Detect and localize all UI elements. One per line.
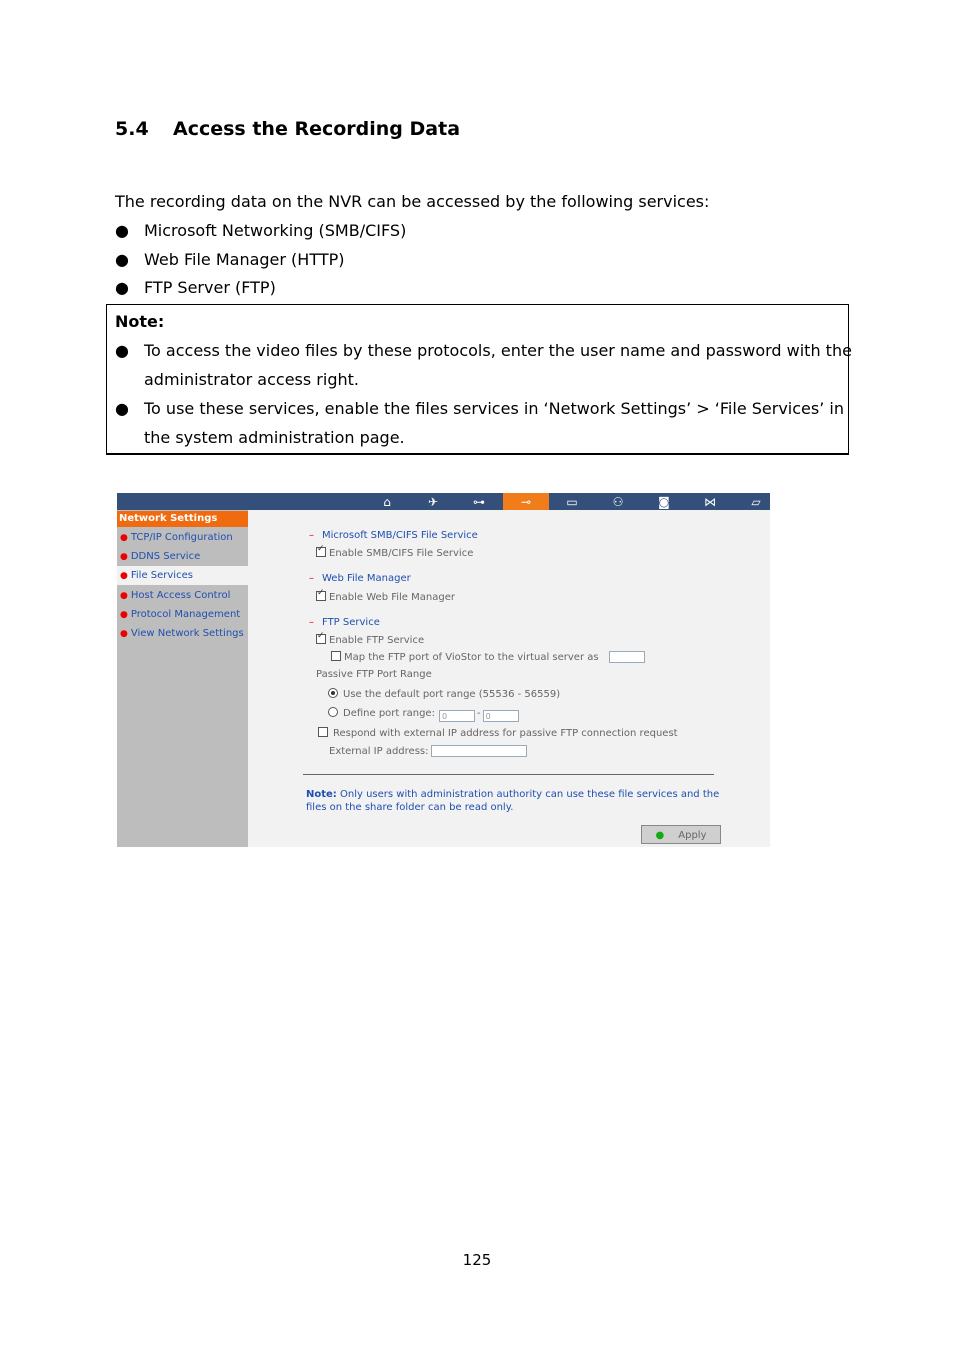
bullet-icon: ● (120, 552, 128, 562)
define-range-radio[interactable] (328, 707, 338, 717)
mail-icon[interactable]: ⋈ (704, 494, 716, 509)
sidebar-item-label: Host Access Control (130, 590, 231, 601)
network-icon[interactable]: ⊸ (503, 493, 549, 510)
plug-icon[interactable]: ⊶ (473, 494, 485, 509)
passive-default-row: Use the default port range (55536 - 56559) (328, 688, 560, 700)
sidebar-item-tcpip[interactable] (117, 528, 248, 547)
camera-icon[interactable]: ◙ (658, 494, 670, 509)
sidebar-item-label: View Network Settings (130, 628, 244, 639)
folder-icon[interactable]: ▱ (751, 494, 761, 509)
external-ip-row: External IP address: (329, 745, 527, 757)
external-ip-input[interactable] (431, 745, 527, 757)
sidebar-item-protocol[interactable] (117, 605, 248, 624)
default-range-radio[interactable] (328, 688, 338, 698)
file-services-screenshot (117, 493, 770, 847)
bullet-icon: ● (120, 571, 128, 581)
ftp-map-checkbox[interactable] (331, 651, 341, 661)
passive-define-row: Define port range: 0 - 0 (328, 707, 519, 722)
users-icon[interactable]: ⚇ (612, 494, 624, 509)
service-item: FTP Server (FTP) (144, 278, 276, 297)
bullet-icon: ● (115, 221, 129, 240)
bullet-icon: ● (120, 591, 128, 601)
sidebar (117, 510, 248, 847)
bullet-icon: ● (655, 830, 665, 841)
section-heading (115, 118, 460, 140)
ftp-map-row: Map the FTP port of VioStor to the virtual server as (331, 651, 645, 663)
apply-button[interactable] (641, 825, 721, 844)
note-box (106, 304, 852, 455)
bullet-icon: ● (120, 629, 128, 639)
ui-note (306, 788, 726, 814)
ftp-section-title: – FTP Service (309, 617, 380, 628)
sidebar-item-label: Protocol Management (130, 609, 241, 620)
smb-enable-checkbox[interactable] (316, 547, 326, 557)
note-item-line: To use these services, enable the files services in ‘Network Settings’ > ‘File Services’ in (144, 399, 844, 418)
content-panel (248, 510, 770, 847)
ui-note-text: Only users with administration authority can use these file services and the files on the share folder can be read only. (306, 789, 720, 813)
smb-enable-row: ✓Enable SMB/CIFS File Service (316, 547, 473, 559)
apply-label: Apply (678, 830, 707, 841)
ftp-enable-row: ✓Enable FTP Service (316, 634, 424, 646)
ui-note-label: Note: (306, 789, 337, 800)
virtual-port-input[interactable] (609, 651, 645, 663)
divider (303, 774, 714, 775)
sidebar-item-host-access[interactable] (117, 586, 248, 605)
note-item-line: the system administration page. (144, 428, 405, 447)
note-label: Note: (115, 312, 165, 331)
sidebar-item-label: File Services (130, 570, 193, 581)
service-item: Web File Manager (HTTP) (144, 250, 345, 269)
note-item-line: To access the video files by these protocols, enter the user name and password with the (144, 341, 852, 360)
page-number: 125 (462, 1251, 492, 1269)
web-enable-checkbox[interactable] (316, 591, 326, 601)
intro-text: The recording data on the NVR can be accessed by the following services: (115, 192, 710, 211)
section-number: 5.4 (115, 118, 149, 140)
service-item: Microsoft Networking (SMB/CIFS) (144, 221, 407, 240)
smb-section-title: – Microsoft SMB/CIFS File Service (309, 530, 478, 541)
web-section-title: – Web File Manager (309, 573, 411, 584)
passive-range-title: Passive FTP Port Range (316, 669, 432, 680)
note-item-line: administrator access right. (144, 370, 359, 389)
respond-checkbox[interactable] (318, 727, 328, 737)
port-from-input[interactable]: 0 (439, 710, 475, 722)
port-range-separator: - (476, 708, 481, 719)
bullet-icon: ● (115, 399, 129, 418)
sidebar-item-label: DDNS Service (130, 551, 201, 562)
bullet-icon: ● (115, 278, 129, 297)
section-title: Access the Recording Data (173, 118, 461, 140)
bullet-icon: ● (120, 610, 128, 620)
sidebar-title: Network Settings (117, 511, 248, 527)
bullet-icon: ● (115, 250, 129, 269)
respond-row: Respond with external IP address for passive FTP connection request (318, 727, 678, 739)
web-enable-row: ✓Enable Web File Manager (316, 591, 455, 603)
plane-icon[interactable]: ✈ (427, 494, 439, 509)
bullet-icon: ● (115, 341, 129, 360)
ftp-enable-checkbox[interactable] (316, 634, 326, 644)
monitor-icon[interactable]: ▭ (566, 494, 578, 509)
sidebar-item-ddns[interactable] (117, 547, 248, 566)
sidebar-item-file-services[interactable] (117, 566, 248, 585)
bullet-icon: ● (120, 533, 128, 543)
home-icon[interactable]: ⌂ (383, 494, 391, 509)
sidebar-item-view-network[interactable] (117, 624, 248, 643)
top-toolbar (117, 493, 770, 510)
port-to-input[interactable]: 0 (483, 710, 519, 722)
sidebar-item-label: TCP/IP Configuration (130, 532, 233, 543)
